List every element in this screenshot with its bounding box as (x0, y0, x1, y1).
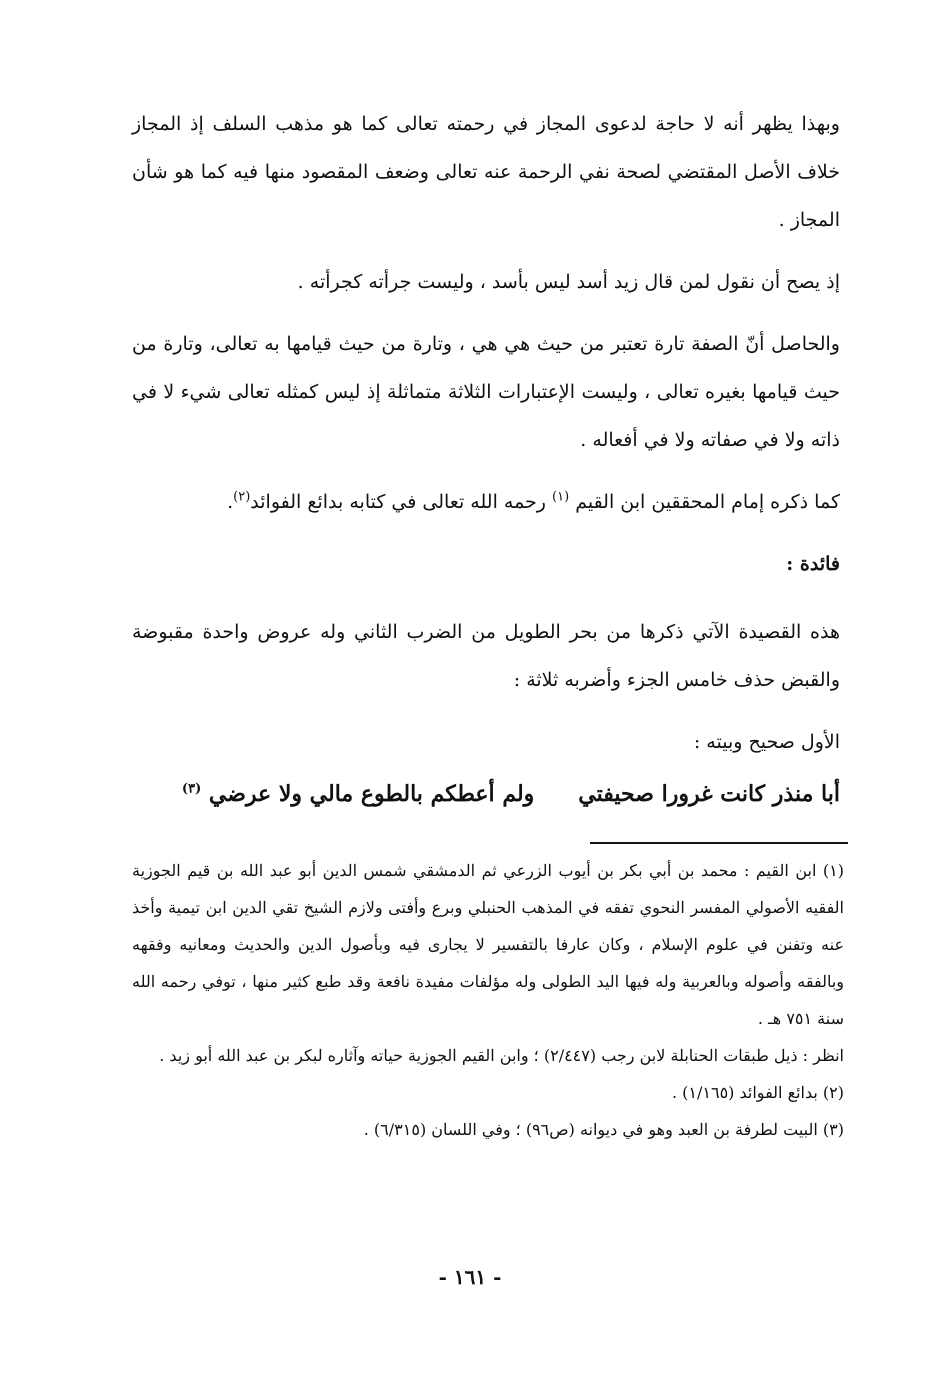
footnotes (132, 852, 844, 1148)
footnote-ref-3: (٣) (181, 781, 202, 797)
paragraph-summary: والحاصل أنّ الصفة تارة تعتبر من حيث هي هي ، وتارة من حيث قيامها به تعالى، وتارة من حيث قيامها بغيره تعالى ، وليست الإعتبارات الثلاثة متماثلة إذ ليس كمثله تعالى شيء لا في ذاته ولا في صفاته ولا في أفعاله . (132, 333, 840, 451)
verse-hemistich-second (182, 772, 534, 816)
main-text (132, 100, 840, 780)
footnote-3: (٣) البيت لطرفة بن العبد وهو في ديوانه (ص٩٦) ؛ وفي اللسان (٦/٣١٥) . (363, 1120, 844, 1139)
footnote-ref-1: (١) (552, 489, 570, 505)
paragraph-meter: هذه القصيدة الآتي ذكرها من بحر الطويل من الضرب الثاني وله عروض واحدة مقبوضة والقبض حذف خامس الجزء وأضربه ثلاثة : (132, 621, 840, 691)
paragraph-first-type: الأول صحيح وبيته : (693, 731, 840, 753)
page-number: - ١٦١ - (438, 1265, 502, 1289)
paragraph-example: إذ يصح أن نقول لمن قال زيد أسد ليس بأسد ، وليست جرأته كجرأته . (297, 271, 840, 293)
citation-text-before: كما ذكره إمام المحققين ابن القيم (569, 491, 840, 513)
verse-hemistich-second-text: ولم أعطكم بالطوع مالي ولا عرضي (208, 781, 535, 807)
footnote-1-sources: انظر : ذيل طبقات الحنابلة لابن رجب (٢/٤٤٧) ؛ وابن القيم الجوزية حياته وآثاره لبكر بن عبد الله أبو زيد . (159, 1046, 844, 1065)
footnote-ref-2: (٢) (233, 489, 251, 505)
section-heading: فائدة : (786, 553, 840, 575)
footnote-2: (٢) بدائع الفوائد (١/١٦٥) . (671, 1083, 844, 1102)
verse-hemistich-first: أبا منذر كانت غرورا صحيفتي (578, 781, 840, 807)
footnote-1: (١) ابن القيم : محمد بن أبي بكر بن أيوب الزرعي ثم الدمشقي شمس الدين أبو عبد الله بن قيم الجوزية الفقيه الأصولي المفسر النحوي تفقه في المذهب الحنبلي وبرع وأفتى ولازم الشيخ تقي الدين ابن تيمية وأخذ عنه وتفنن في علوم الإسلام ، وكان عارفا بالتفسير لا يجارى فيه وبأصول الدين والحديث ومعانيه وفقهه وبالفقه وأصوله وبالعربية وله فيها اليد الطولى وله مؤلفات مفيدة نافعة وقد طبع كثير منها ، توفي رحمه الله سنة ٧٥١ هـ . (132, 861, 844, 1028)
citation-text-after: رحمه الله تعالى في كتابه بدائع الفوائد (250, 491, 553, 513)
poem-verse (150, 772, 840, 816)
citation-end: . (227, 491, 234, 513)
paragraph-majaz: وبهذا يظهر أنه لا حاجة لدعوى المجاز في رحمته تعالى كما هو مذهب السلف إذ المجاز خلاف الأصل المقتضي لصحة نفي الرحمة عنه تعالى وضعف المقصود منها فيه كما هو شأن المجاز . (132, 113, 840, 231)
footnote-separator (590, 842, 848, 844)
paragraph-citation (132, 478, 840, 526)
